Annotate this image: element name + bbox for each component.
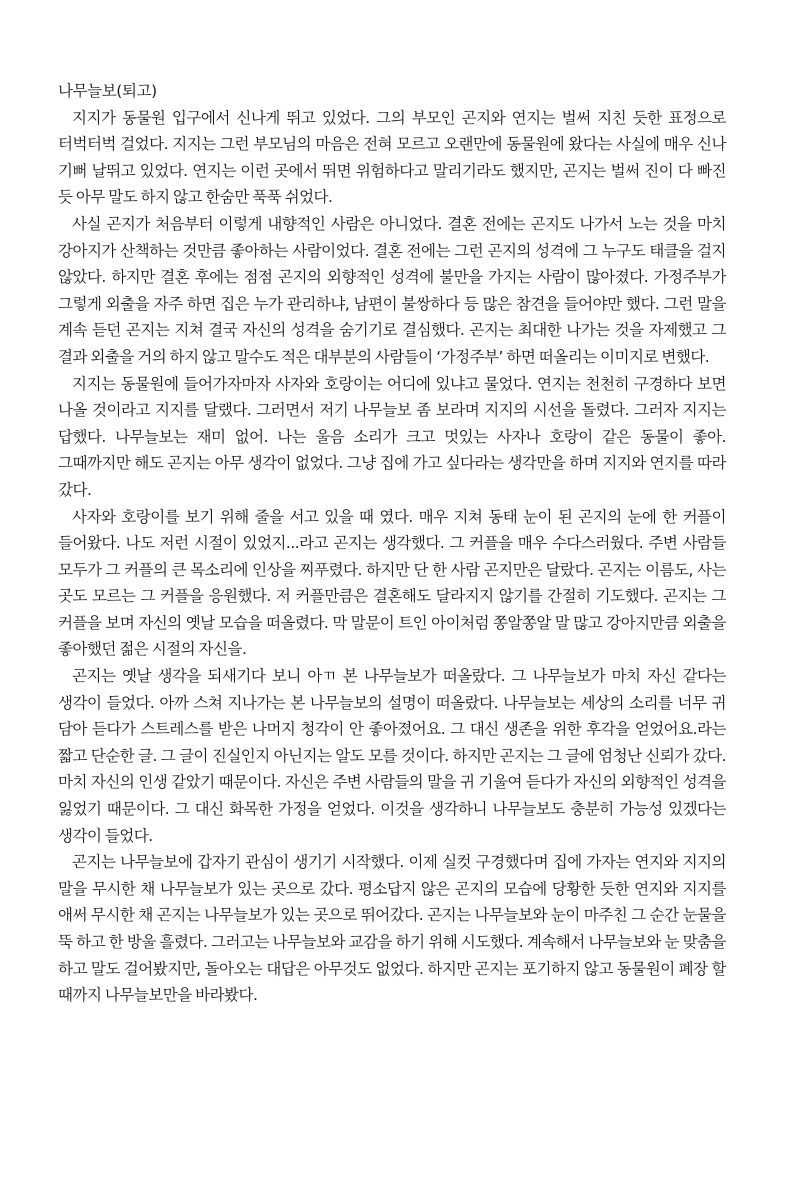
paragraph-6: 곤지는 나무늘보에 갑자기 관심이 생기기 시작했다. 이제 실컷 구경했다며 집에 가자는 연지와 지지의 말을 무시한 채 나무늘보가 있는 곳으로 갔다. 평소답지 않은 곤지의 모습에 당황한 듯한 연지와 지지를 애써 무시한 채 곤지는 나무늘보가 있는 곳으로 뛰어갔다. 곤지는 나무늘보와 눈이 마주친 그 순간 눈물을 뚝 하고 한 방울 흘렸다. 그러고는 나무늘보와 교감을 하기 위해 시도했다. 계속해서 나무늘보와 눈 맞춤을 하고 말도 걸어봤지만, 돌아오는 대답은 아무것도 없었다. 하지만 곤지는 포기하지 않고 동물원이 폐장 할 때까지 나무늘보만을 바라봤다. <box>58 853 726 1005</box>
paragraph-4: 사자와 호랑이를 보기 위해 줄을 서고 있을 때 였다. 매우 지쳐 동태 눈이 된 곤지의 눈에 한 커플이 들어왔다. 나도 저런 시절이 있었지...라고 곤지는 생각했다. 그 커플을 매우 수다스러웠다. 주변 사람들 모두가 그 커플의 큰 목소리에 인상을 찌푸렸다. 하지만 단 한 사람 곤지만은 달랐다. 곤지는 이름도, 사는 곳도 모르는 그 커플을 응원했다. 저 커플만큼은 결혼해도 달라지지 않기를 간절히 기도했다. 곤지는 그 커플을 보며 자신의 옛날 모습을 떠올렸다. 막 말문이 트인 아이처럼 쫑알쫑알 말 많고 강아지만큼 외출을 좋아했던 젊은 시절의 자신을. <box>58 507 726 659</box>
paragraph-5: 곤지는 옛날 생각을 되새기다 보니 아ㄲ 본 나무늘보가 떠올랐다. 그 나무늘보가 마치 자신 같다는 생각이 들었다. 아까 스쳐 지나가는 본 나무늘보의 설명이 떠올랐다. 나무늘보는 세상의 소리를 너무 귀 담아 듣다가 스트레스를 받은 나머지 청각이 안 좋아졌어요. 그 대신 생존을 위한 후각을 얻었어요.라는 짧고 단순한 글. 그 글이 진실인지 아닌지는 알도 모를 것이다. 하지만 곤지는 그 글에 엄청난 신뢰가 갔다. 마치 자신의 인생 같았기 때문이다. 자신은 주변 사람들의 말을 귀 기울여 듣다가 자신의 외향적인 성격을 잃었기 때문이다. 그 대신 화목한 가정을 얻었다. 이것을 생각하니 나무늘보도 충분히 가능성 있겠다는 생각이 들었다. <box>58 667 726 845</box>
paragraph-1: 지지가 동물원 입구에서 신나게 뛰고 있었다. 그의 부모인 곤지와 연지는 벌써 지친 듯한 표정으로 터벅터벅 걸었다. 지지는 그런 부모님의 마음은 전혀 모르고 오랜만에 동물원에 왔다는 사실에 매우 신나 기뻐 날뛰고 있었다. 연지는 이런 곳에서 뛰면 위험하다고 말리기라도 했지만, 곤지는 벌써 진이 다 빠진 듯 아무 말도 하지 않고 한숨만 푹푹 쉬었다. <box>58 108 726 207</box>
paragraph-2: 사실 곤지가 처음부터 이렇게 내향적인 사람은 아니었다. 결혼 전에는 곤지도 나가서 노는 것을 마치 강아지가 산책하는 것만큼 좋아하는 사람이었다. 결혼 전에는 그런 곤지의 성격에 그 누구도 태클을 걸지 않았다. 하지만 결혼 후에는 점점 곤지의 외향적인 성격에 불만을 가지는 사람이 많아졌다. 가정주부가 그렇게 외출을 자주 하면 집은 누가 관리하냐, 남편이 불쌍하다 등 많은 참견을 들어야만 했다. 그런 말을 계속 듣던 곤지는 지쳐 결국 자신의 성격을 숨기기로 결심했다. 곤지는 최대한 나가는 것을 자제했고 그 결과 외출을 거의 하지 않고 말수도 적은 대부분의 사람들이 ‘가정주부’ 하면 떠올리는 이미지로 변했다. <box>58 214 726 366</box>
document-page <box>58 78 726 1009</box>
paragraph-3: 지지는 동물원에 들어가자마자 사자와 호랑이는 어디에 있냐고 물었다. 연지는 천천히 구경하다 보면 나올 것이라고 지지를 달랬다. 그러면서 저기 나무늘보 좀 보라며 지지의 시선을 돌렸다. 그러자 지지는 답했다. 나무늘보는 재미 없어. 나는 울음 소리가 크고 멋있는 사자나 호랑이 같은 동물이 좋아. 그때까지만 해도 곤지는 아무 생각이 없었다. 그냥 집에 가고 싶다라는 생각만을 하며 지지와 연지를 따라 갔다. <box>58 374 726 499</box>
document-title: 나무늘보(퇴고) <box>58 82 157 100</box>
